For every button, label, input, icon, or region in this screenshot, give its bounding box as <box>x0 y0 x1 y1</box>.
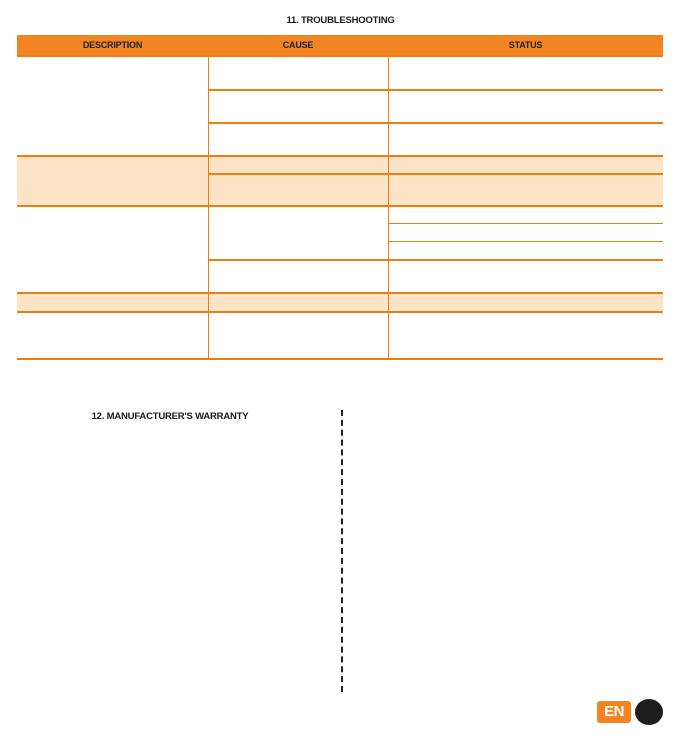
table-cell-status <box>388 174 663 206</box>
table-cell-description <box>17 293 208 312</box>
table-cell-status <box>388 206 663 224</box>
table-cell-cause <box>208 123 388 156</box>
table-cell-description <box>17 156 208 206</box>
troubleshooting-title: 11. TROUBLESHOOTING <box>286 15 395 26</box>
column-header-description: DESCRIPTION <box>17 35 208 56</box>
column-header-status: STATUS <box>388 35 663 56</box>
table-cell-status <box>388 156 663 174</box>
table-cell-cause <box>208 174 388 206</box>
table-header-row <box>17 35 663 56</box>
table-cell-cause <box>208 156 388 174</box>
table-cell-cause <box>208 206 388 260</box>
table-cell-status <box>388 56 663 90</box>
table-row <box>17 156 663 174</box>
page-number-badge <box>635 699 663 725</box>
table-cell-cause <box>208 312 388 359</box>
table-cell-cause <box>208 293 388 312</box>
table-cell-status <box>388 260 663 293</box>
table-cell-cause <box>208 56 388 90</box>
table-cell-status <box>388 90 663 124</box>
warranty-title: 12. MANUFACTURER'S WARRANTY <box>91 411 249 422</box>
column-header-cause: CAUSE <box>208 35 388 56</box>
table-cell-status <box>388 293 663 312</box>
table-cell-status <box>388 312 663 359</box>
table-row <box>17 312 663 359</box>
table-cell-description <box>17 56 208 156</box>
table-cell-status <box>388 242 663 261</box>
table-row <box>17 293 663 312</box>
column-divider <box>341 410 343 692</box>
troubleshooting-table <box>17 35 663 360</box>
table-row <box>17 206 663 224</box>
language-badge: EN <box>597 701 631 723</box>
table-cell-status <box>388 224 663 242</box>
table-cell-cause <box>208 260 388 293</box>
table-row <box>17 56 663 90</box>
table-cell-description <box>17 312 208 359</box>
table-cell-cause <box>208 90 388 124</box>
table-cell-description <box>17 206 208 293</box>
table-cell-status <box>388 123 663 156</box>
